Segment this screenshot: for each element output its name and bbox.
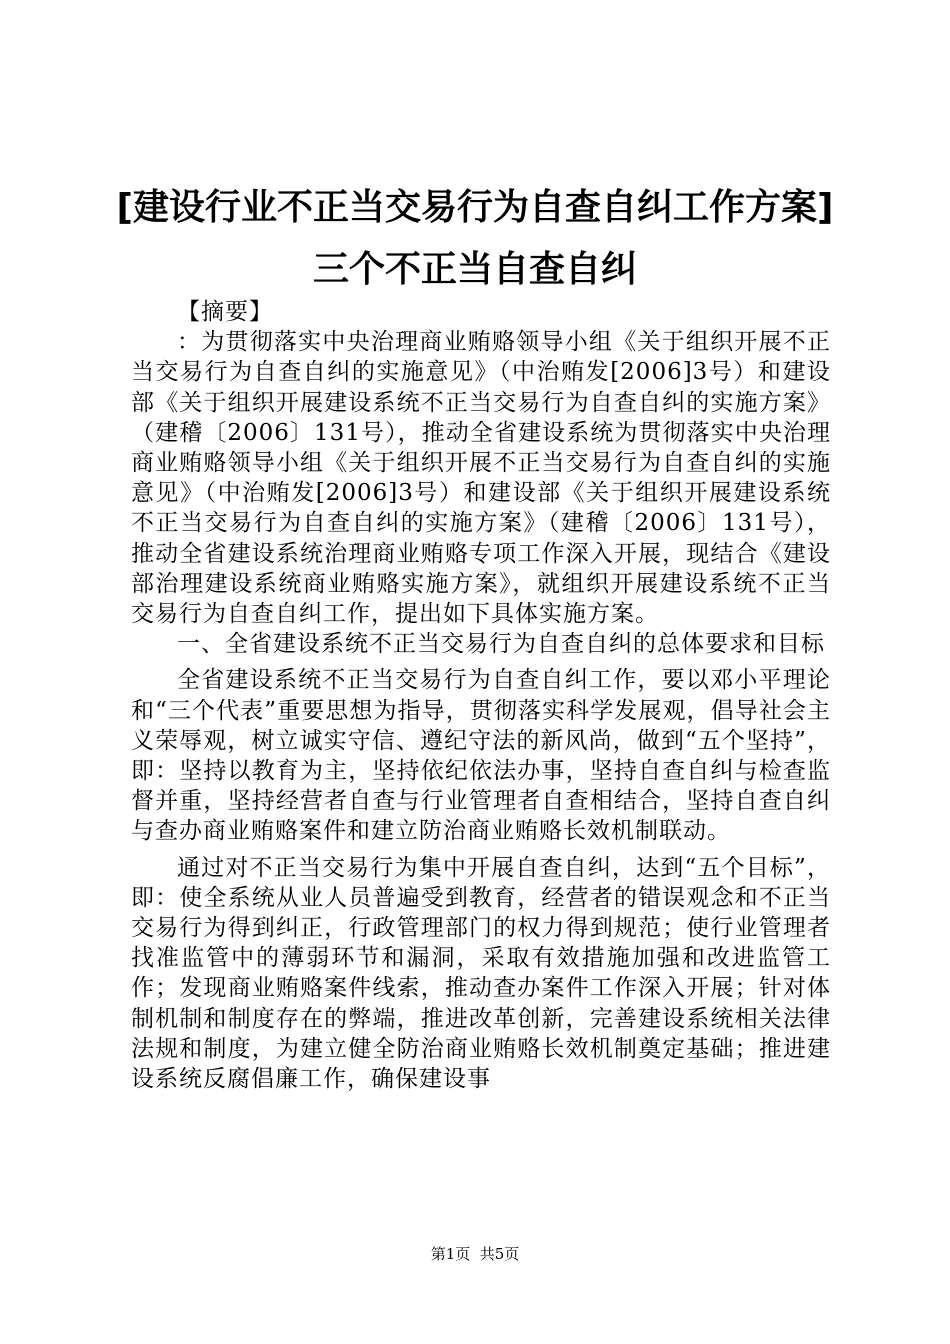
document-title-line2: 三个不正当自查自纠 [312, 249, 637, 290]
document-body [131, 297, 831, 1094]
paragraph-intro: ：为贯彻落实中央治理商业贿赂领导小组《关于组织开展不正当交易行为自查自纠的实施意见》（中治贿发[2006]3号）和建设部《关于组织开展建设系统不正当交易行为自查自纠的实施方案》（建稽〔2006〕131号），推动全省建设系统为贯彻落实中央治理商业贿赂领导小组《关于组织开展不正当交易行为自查自纠的实施意见》（中治贿发[2006]3号）和建设部《关于组织开展建设系统不正当交易行为自查自纠的实施方案》（建稽〔2006〕131号），推动全省建设系统治理商业贿赂专项工作深入开展，现结合《建设部治理建设系统商业贿赂实施方案》，就组织开展建设系统不正当交易行为自查自纠工作，提出如下具体实施方案。 [131, 329, 831, 628]
paragraph-requirements: 全省建设系统不正当交易行为自查自纠工作，要以邓小平理论和“三个代表”重要思想为指导，贯彻落实科学发展观，倡导社会主义荣辱观，树立诚实守信、遵纪守法的新风尚，做到“五个坚持”，即：坚持以教育为主，坚持依纪依法办事，坚持自查自纠与检查监督并重，坚持经营者自查与行业管理者自查相结合，坚持自查自纠与查办商业贿赂案件和建立防治商业贿赂长效机制联动。 [131, 667, 831, 845]
paragraph-goals: 通过对不正当交易行为集中开展自查自纠，达到“五个目标”，即：使全系统从业人员普遍受到教育，经营者的错误观念和不正当交易行为得到纠正，行政管理部门的权力得到规范；使行业管理者找准监管中的薄弱环节和漏洞，采取有效措施加强和改进监管工作；发现商业贿赂案件线索，推动查办案件工作深入开展；针对体制机制和制度存在的弊端，推进改革创新，完善建设系统相关法律法规和制度，为建立健全防治商业贿赂长效机制奠定基础；推进建设系统反腐倡廉工作，确保建设事 [131, 854, 831, 1093]
document-title-line1: [建设行业不正当交易行为自查自纠工作方案] [116, 187, 834, 228]
section-heading-1: 一、全省建设系统不正当交易行为自查自纠的总体要求和目标 [177, 631, 825, 658]
abstract-label: 【摘要】 [177, 299, 273, 325]
page-footer: 第1页 共5页 [430, 1245, 520, 1263]
